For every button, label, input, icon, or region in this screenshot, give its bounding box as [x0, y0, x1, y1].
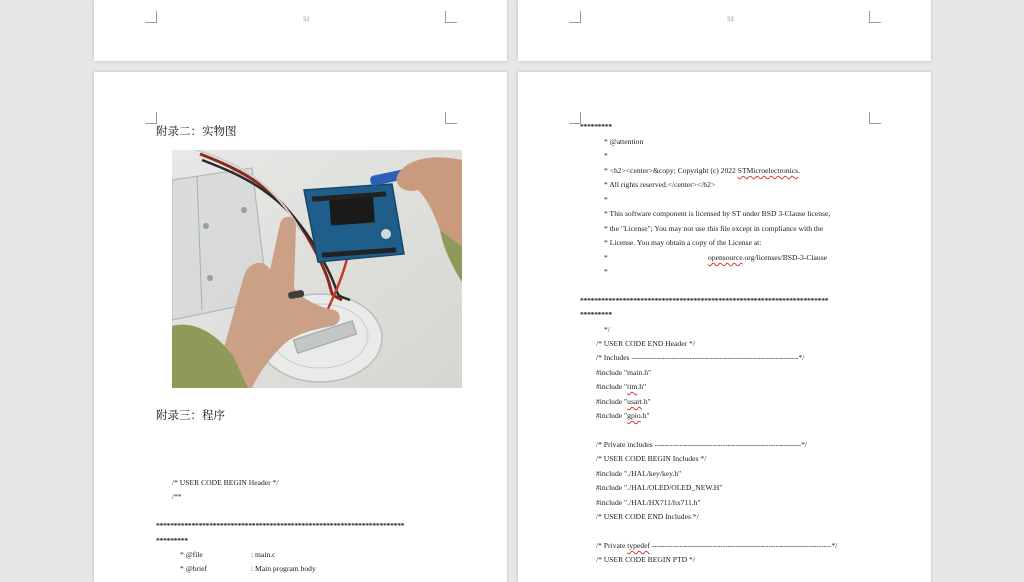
license-url [708, 253, 827, 262]
stars-line: ********* [580, 122, 612, 131]
code-line: #include "main.h" [596, 368, 652, 377]
code-line: #include "./HAL/key/key.h" [596, 469, 682, 478]
file-label: * @file [180, 550, 203, 559]
brief-value: : Main program body [251, 564, 316, 573]
include-name: tim [627, 382, 638, 391]
margin-mark-top-right [869, 112, 881, 124]
code-line: */ [604, 325, 610, 334]
code-line: * [604, 267, 608, 276]
appendix-2-heading: 附录二：实物图 [156, 124, 237, 138]
typedef-prefix: /* Private [596, 541, 628, 550]
margin-mark-top-left [145, 11, 157, 23]
code-line: * This software component is licensed by ST under BSD 3-Clause license, [604, 209, 831, 218]
include-suffix: .h" [637, 382, 647, 391]
page-32 [94, 0, 507, 61]
stars-line: ********************************************************************** [580, 296, 829, 305]
stars-line: ********* [156, 536, 188, 545]
page-number: 33 [727, 17, 734, 23]
url-word: opensource [708, 253, 743, 262]
margin-mark-top-right [869, 11, 881, 23]
include-name: gpio [627, 411, 641, 420]
page-left [94, 72, 507, 582]
file-value: : main.c [251, 550, 276, 559]
include-suffix: .h" [641, 397, 651, 406]
code-line: /** [172, 492, 182, 501]
code-line: /* USER CODE END Includes */ [596, 512, 699, 521]
copyright-post: . [798, 166, 800, 175]
include-prefix: #include " [596, 397, 628, 406]
appendix-3-heading: 附录三：程序 [156, 408, 225, 422]
page-number: 32 [303, 17, 310, 23]
code-line: * [604, 151, 608, 160]
code-line: /* USER CODE BEGIN PTD */ [596, 555, 695, 564]
typedef-word: typedef [627, 541, 650, 550]
brief-label: * @brief [180, 564, 208, 573]
code-line: /* USER CODE BEGIN Header */ [172, 478, 279, 487]
margin-mark-top-left [569, 11, 581, 23]
url-star: * [604, 253, 608, 262]
copyright-brand: STMicroelectronics [737, 166, 799, 175]
typedef-suffix: -----------------------------------------------------------------------*/ [650, 541, 838, 550]
include-suffix: .h" [640, 411, 650, 420]
copyright-line [604, 166, 800, 175]
code-line: * @attention [604, 137, 644, 146]
url-rest: .org/licenses/BSD-3-Clause [742, 253, 828, 262]
margin-mark-top-right [445, 11, 457, 23]
stars-line: ********* [580, 310, 612, 319]
code-line: /* Private includes ----------------------------------------------------------*/ [596, 440, 807, 449]
code-line: /* USER CODE BEGIN Includes */ [596, 454, 707, 463]
code-line: * All rights reserved.</center></h2> [604, 180, 716, 189]
page-right [518, 72, 931, 582]
code-line: /* Includes ------------------------------------------------------------------*/ [596, 353, 805, 362]
code-line: * the "License"; You may not use this file except in compliance with the [604, 224, 824, 233]
include-gpio [596, 411, 649, 420]
code-line: /* USER CODE END Header */ [596, 339, 695, 348]
stars-line: ********************************************************************** [156, 521, 405, 530]
private-typedef-line [596, 541, 837, 550]
code-line: * [604, 195, 608, 204]
code-line: * License. You may obtain a copy of the License at: [604, 238, 762, 247]
copyright-pre: * <h2><center>&copy; Copyright (c) 2022 [604, 166, 738, 175]
include-name: usart [627, 397, 642, 406]
code-line: #include "./HAL/OLED/OLED_NEW.H" [596, 483, 723, 492]
include-prefix: #include " [596, 411, 628, 420]
include-tim [596, 382, 646, 391]
hardware-photo-image [172, 150, 462, 388]
include-usart [596, 397, 651, 406]
page-33 [518, 0, 931, 61]
include-prefix: #include " [596, 382, 628, 391]
hardware-photo [172, 150, 462, 388]
margin-mark-top-right [445, 112, 457, 124]
code-line: #include "./HAL/HX711/hx711.h" [596, 498, 701, 507]
